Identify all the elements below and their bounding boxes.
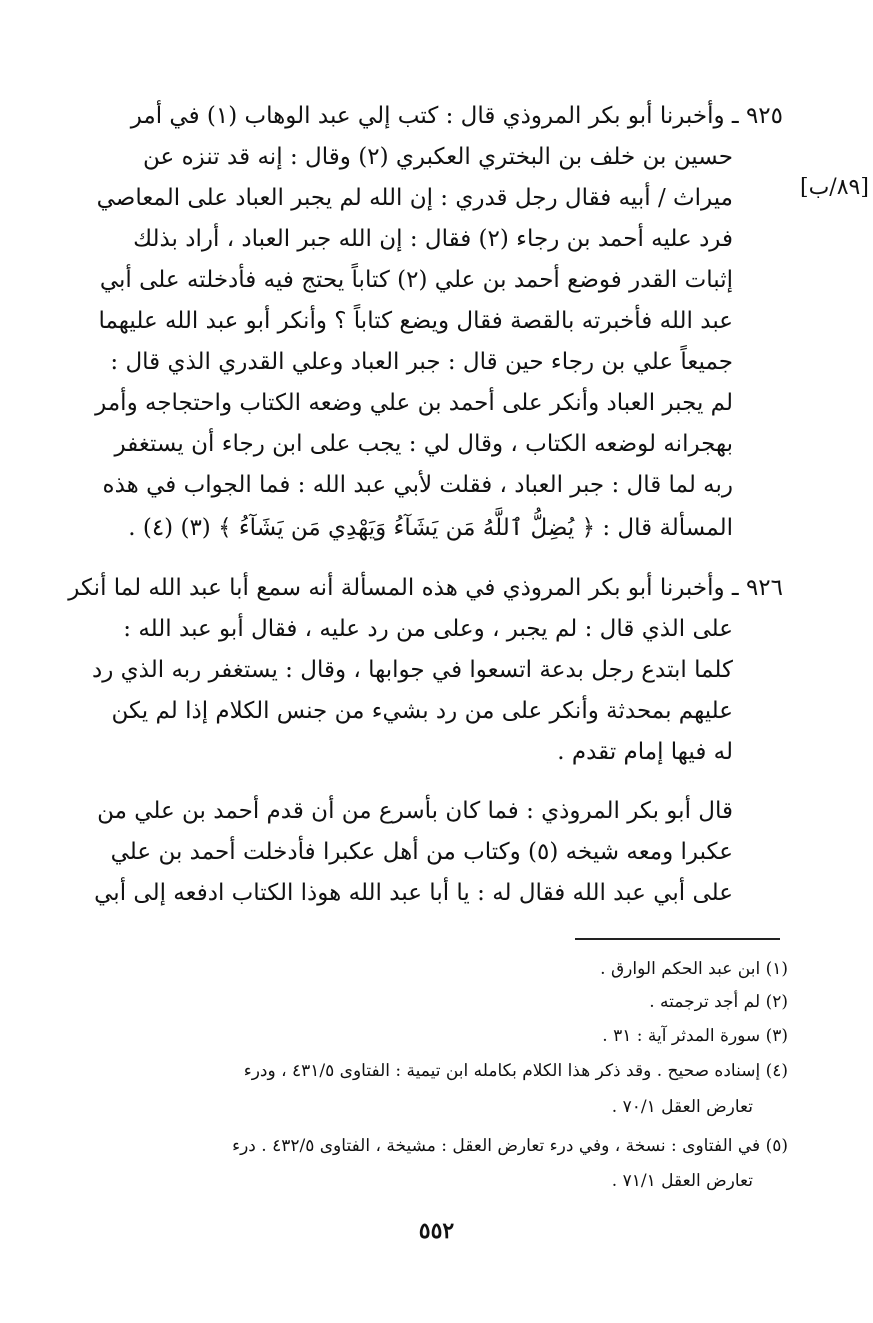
- text-line: ميراث / أبيه فقال رجل قدري : إن الله لم يجبر العباد على المعاصي: [96, 185, 733, 211]
- text-line: قال أبو بكر المروذي : فما كان بأسرع من أن قدم أحمد بن علي من: [97, 798, 733, 824]
- text-line: عكبرا ومعه شيخه (٥) وكتاب من أهل عكبرا فأدخلت أحمد بن علي: [110, 839, 733, 865]
- text-line: جميعاً علي بن رجاء حين قال : جبر العباد وعلي القدري الذي قال :: [110, 349, 733, 375]
- footnote: (٤) إسناده صحيح . وقد ذكر هذا الكلام بكامله ابن تيمية : الفتاوى ٤٣١/٥ ، ودرء: [243, 1061, 788, 1081]
- footnote: (١) ابن عبد الحكم الوارق .: [600, 959, 788, 979]
- text-line: حسين بن خلف بن البختري العكبري (٢) وقال : إنه قد تنزه عن: [143, 144, 733, 170]
- text-line: ٩٢٥ ـ وأخبرنا أبو بكر المروذي قال : كتب إلي عبد الوهاب (١) في أمر: [130, 103, 783, 129]
- text-line: عليهم بمحدثة وأنكر على من رد بشيء من جنس الكلام إذا لم يكن: [111, 698, 733, 724]
- text-line: إثبات القدر فوضع أحمد بن علي (٢) كتاباً يحتج فيه فأدخلته على أبي: [99, 267, 733, 293]
- text-line: عبد الله فأخبرته بالقصة فقال ويضع كتاباً ؟ وأنكر أبو عبد الله عليهما: [98, 308, 733, 334]
- quran-verse-line: المسألة قال : ﴿ يُضِلُّ ٱللَّهُ مَن يَشَآءُ وَيَهْدِي مَن يَشَآءُ ﴾ (٣) (٤) .: [128, 515, 733, 541]
- footnote-separator: [575, 938, 780, 940]
- text-line: له فيها إمام تقدم .: [557, 739, 733, 765]
- text-line: على أبي عبد الله فقال له : يا أبا عبد الله هوذا الكتاب ادفعه إلى أبي: [94, 880, 733, 906]
- footnote: (٢) لم أجد ترجمته .: [649, 992, 788, 1012]
- text-line: ربه لما قال : جبر العباد ، فقلت لأبي عبد الله : فما الجواب في هذه: [102, 472, 733, 498]
- footnote: (٥) في الفتاوى : نسخة ، وفي درء تعارض العقل : مشيخة ، الفتاوى ٤٣٢/٥ . درء: [232, 1136, 788, 1156]
- text-line: كلما ابتدع رجل بدعة اتسعوا في جوابها ، وقال : يستغفر ربه الذي رد: [92, 657, 733, 683]
- manuscript-folio-note: [٨٩/ب]: [800, 175, 869, 200]
- text-line: فرد عليه أحمد بن رجاء (٢) فقال : إن الله جبر العباد ، أراد بذلك: [133, 226, 733, 252]
- footnote-continuation: تعارض العقل ٧١/١ .: [611, 1171, 753, 1191]
- footnote: (٣) سورة المدثر آية : ٣١ .: [602, 1026, 788, 1046]
- text-line: بهجرانه لوضعه الكتاب ، وقال لي : يجب على ابن رجاء أن يستغفر: [114, 431, 733, 457]
- text-line: لم يجبر العباد وأنكر على أحمد بن علي وضعه الكتاب واحتجاجه وأمر: [95, 390, 733, 416]
- text-line: ٩٢٦ ـ وأخبرنا أبو بكر المروذي في هذه المسألة أنه سمع أبا عبد الله لما أنكر: [68, 575, 783, 601]
- text-line: على الذي قال : لم يجبر ، وعلى من رد عليه ، فقال أبو عبد الله :: [123, 616, 733, 642]
- page-number: ٥٥٢: [418, 1218, 455, 1244]
- footnote-continuation: تعارض العقل ٧٠/١ .: [611, 1097, 753, 1117]
